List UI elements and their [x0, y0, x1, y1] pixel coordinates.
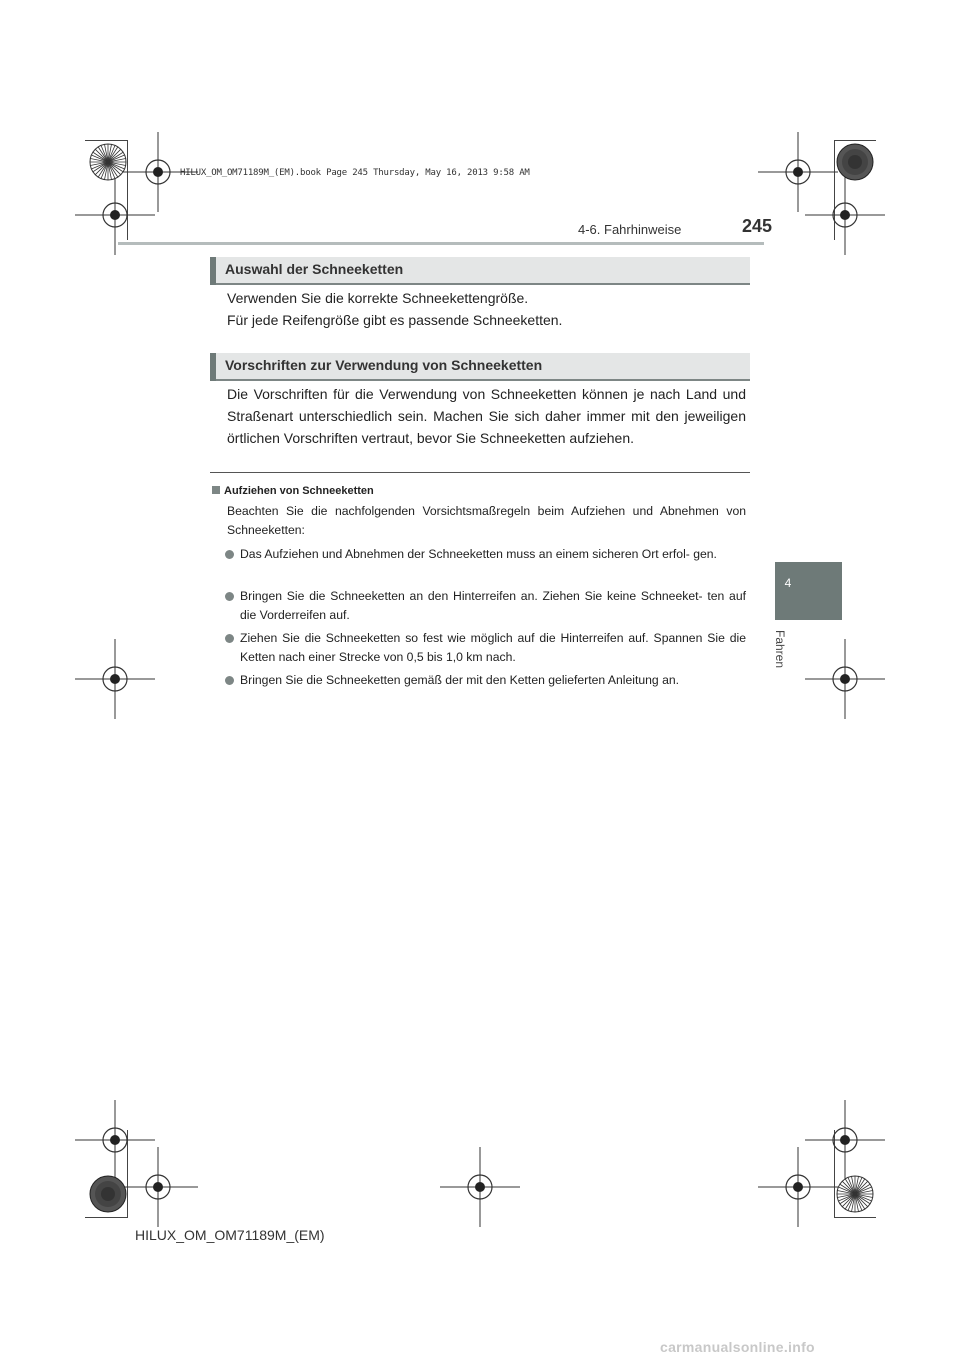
registration-mark-icon [118, 1147, 198, 1227]
section-heading [210, 353, 750, 381]
bullet-icon [225, 592, 234, 601]
bullet-text: Bringen Sie die Schneeketten an den Hinterreifen an. Ziehen Sie keine Schneeket- ten auf die Vorderreifen auf. [240, 589, 746, 622]
registration-mark-icon [440, 1147, 520, 1227]
crop-line [834, 1217, 876, 1218]
registration-mark-icon [758, 1147, 838, 1227]
bullet-icon [225, 634, 234, 643]
note-intro: Beachten Sie die nachfolgenden Vorsichtsmaßregeln beim Aufziehen und Abnehmen von Schneeketten: [227, 504, 746, 537]
chapter-tab [775, 562, 842, 620]
registration-mark-icon [75, 639, 155, 719]
section-heading-text: Auswahl der Schneeketten [225, 261, 404, 277]
crop-line [834, 140, 876, 141]
bullet-icon [225, 550, 234, 559]
divider [210, 472, 750, 473]
body-paragraph: Die Vorschriften für die Verwendung von Schneeketten können je nach Land und Straßenart unterschiedlich sein. Machen Sie sich daher immer mit den jeweiligen örtlichen Vorschriften vertraut, bevor Sie Schneeketten aufziehen. [227, 386, 746, 446]
watermark: carmanualsonline.info [660, 1339, 815, 1355]
chapter-tab-label: Fahren [773, 630, 787, 669]
note-title-text: Aufziehen von Schneeketten [224, 485, 374, 497]
square-bullet-icon [212, 486, 220, 494]
sunburst-disk-icon [88, 142, 128, 182]
bullet-icon [225, 676, 234, 685]
header-rule [118, 242, 764, 245]
registration-mark-icon [805, 175, 885, 255]
dark-disk-icon [88, 1174, 128, 1214]
heading-bar [210, 257, 216, 285]
note-title [212, 485, 374, 497]
section-heading-text: Vorschriften zur Verwendung von Schneeketten [225, 357, 543, 373]
heading-bar [210, 353, 216, 381]
dark-disk-icon [835, 142, 875, 182]
body-line: Für jede Reifengröße gibt es passende Schneeketten. [227, 312, 563, 328]
chapter-tab-number: 4 [784, 576, 792, 590]
sunburst-disk-icon [835, 1174, 875, 1214]
body-line: Verwenden Sie die korrekte Schneekettengröße. [227, 290, 529, 306]
section-heading [210, 257, 750, 285]
bullet-text: Das Aufziehen und Abnehmen der Schneeketten muss an einem sicheren Ort erfol- gen. [240, 547, 717, 561]
book-info: HILUX_OM_OM71189M_(EM).book Page 245 Thursday, May 16, 2013 9:58 AM [180, 168, 530, 178]
footer-code: HILUX_OM_OM71189M_(EM) [135, 1227, 325, 1243]
bullet-text: Bringen Sie die Schneeketten gemäß der mit den Ketten gelieferten Anleitung an. [240, 673, 680, 687]
registration-mark-icon [805, 639, 885, 719]
section-label: 4-6. Fahrhinweise [578, 222, 682, 237]
bullet-text: Ziehen Sie die Schneeketten so fest wie möglich auf die Hinterreifen auf. Spannen Sie die Ketten nach einer Strecke von 0,5 bis 1,0 km nach. [240, 631, 746, 664]
page-number: 245 [742, 216, 773, 236]
